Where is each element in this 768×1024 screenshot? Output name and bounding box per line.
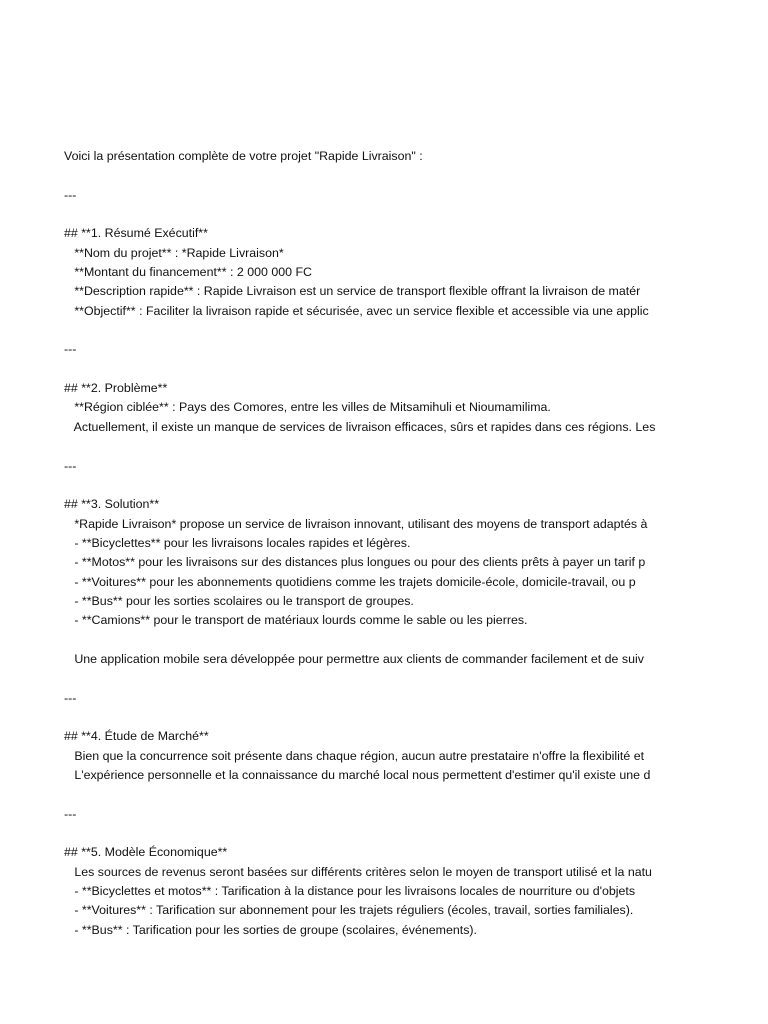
section-divider: --- — [64, 806, 77, 821]
document-line: Voici la présentation complète de votre projet "Rapide Livraison" : — [64, 149, 423, 163]
document-body — [64, 147, 660, 940]
section-heading: ## **1. Résumé Exécutif** — [64, 226, 208, 241]
document-line: Bien que la concurrence soit présente dans chaque région, aucun autre prestataire n'offre la flexibilité et — [64, 748, 645, 763]
list-item: - **Bicyclettes** pour les livraisons locales rapides et légères. — [64, 535, 411, 550]
document-line: **Montant du financement** : 2 000 000 FC — [64, 265, 312, 280]
section-heading: ## **4. Étude de Marché** — [64, 729, 209, 744]
section-divider: --- — [64, 690, 77, 705]
list-item: - **Bus** : Tarification pour les sorties de groupe (scolaires, événements). — [64, 922, 477, 937]
blank-line — [64, 785, 660, 804]
document-line: Les sources de revenus seront basées sur différents critères selon le moyen de transport utilisé et la natu — [64, 864, 652, 879]
list-item: - **Voitures** pour les abonnements quotidiens comme les trajets domicile-école, domicile-travail, ou p — [64, 574, 636, 589]
blank-line — [64, 708, 660, 727]
section-divider: --- — [64, 458, 77, 473]
blank-line — [64, 824, 660, 843]
document-line: L'expérience personnelle et la connaissance du marché local nous permettent d'estimer qu'il existe une d — [64, 768, 651, 782]
section-heading: ## **3. Solution** — [64, 497, 160, 512]
section-heading: ## **5. Modèle Économique** — [64, 845, 228, 860]
list-item: - **Bicyclettes et motos** : Tarification à la distance pour les livraisons locales de nourriture ou d'objets — [64, 884, 636, 899]
blank-line — [64, 360, 660, 379]
blank-line — [64, 321, 660, 340]
list-item: - **Voitures** : Tarification sur abonnement pour les trajets réguliers (écoles, travail, sorties familiales). — [64, 903, 634, 918]
section-divider: --- — [64, 187, 77, 202]
document-line: Actuellement, il existe un manque de services de livraison efficaces, sûrs et rapides dans ces régions. Les — [64, 419, 656, 434]
document-line: **Région ciblée** : Pays des Comores, entre les villes de Mitsamihuli et Nioumamilima. — [64, 400, 551, 415]
blank-line — [64, 437, 660, 456]
document-line: **Objectif** : Faciliter la livraison rapide et sécurisée, avec un service flexible et accessible via une applic — [64, 303, 649, 318]
document-line: *Rapide Livraison* propose un service de livraison innovant, utilisant des moyens de transport adaptés à — [64, 516, 648, 531]
blank-line — [64, 476, 660, 495]
blank-line — [64, 166, 660, 185]
section-heading: ## **2. Problème** — [64, 381, 168, 396]
list-item: - **Bus** pour les sorties scolaires ou le transport de groupes. — [64, 593, 414, 608]
document-line: Une application mobile sera développée pour permettre aux clients de commander facilement et de suiv — [64, 651, 644, 666]
blank-line — [64, 669, 660, 688]
list-item: - **Camions** pour le transport de matériaux lourds comme le sable ou les pierres. — [64, 613, 528, 628]
section-divider: --- — [64, 342, 77, 357]
blank-line — [64, 205, 660, 224]
blank-line — [64, 631, 660, 650]
document-line: **Description rapide** : Rapide Livraison est un service de transport flexible offrant la livraison de matér — [64, 284, 641, 299]
document-line: **Nom du projet** : *Rapide Livraison* — [64, 245, 284, 260]
list-item: - **Motos** pour les livraisons sur des distances plus longues ou pour des clients prêts à payer un tarif p — [64, 555, 646, 570]
